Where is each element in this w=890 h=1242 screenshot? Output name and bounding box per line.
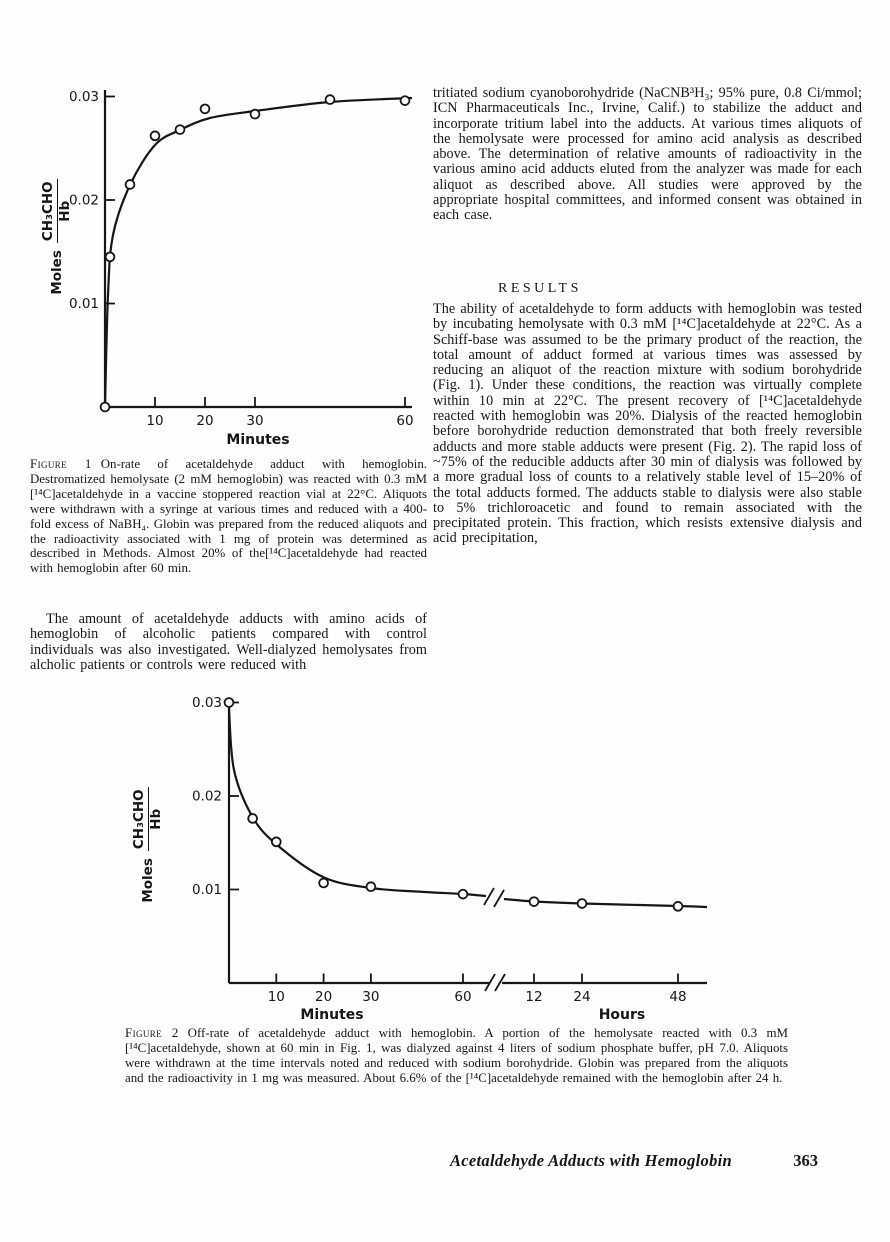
svg-text:12: 12 [525, 989, 543, 1005]
alcoholic-patients-paragraph: The amount of acetaldehyde adducts with amino acids of hemoglobin of alcoholic patients compared with control individuals was also investigated. Well-dialyzed hemolysates from alcholic patients or controls were reduced with [30, 611, 427, 673]
methods-paragraph: tritiated sodium cyanoborohydride (NaCNB³H₃; 95% pure, 0.8 Ci/mmol; ICN Pharmaceuticals Inc., Irvine, Calif.) to stabilize the adduct and incorporate tritium label into the adducts. At various times aliquots of the hemolysate were processed for amino acid analysis as described above. The determination of relative amounts of radioactivity in the various amino acid adducts eluted from the analyzer was made for each aliquot as described above. All studies were approved by the appropriate hospital committees, and informed consent was obtained in each case. [433, 85, 862, 224]
svg-text:Minutes: Minutes [226, 432, 290, 448]
y-axis-label-prefix: Moles [140, 858, 156, 903]
results-paragraph: The ability of acetaldehyde to form adducts with hemoglobin was tested by incubating hemolysate with 0.3 mM [¹⁴C]acetaldehyde at 22°C. As a Schiff-base was assumed to be the primary product of the reaction, the total amount of adduct formed at various times was assessed by reducing an aliquot of the reaction mixture with sodium borohydride (Fig. 1). Under these conditions, the reaction was virtually complete within 10 min at 22°C. The present recovery of [¹⁴C]acetaldehyde reacted with hemoglobin was 20%. Dialysis of the reacted hemoglobin before borohydride reduction demonstrated that both freely reversible adducts and more stable adducts were present (Fig. 2). The rapid loss of ~75% of the reducible adducts after 30 min of dialysis was followed by a more gradual loss of counts to a relatively stable level of 15–20% of the total adducts formed. The adducts stable to dialysis were also stable to 5% trichloroacetic and found to remain associated with the precipitated protein. This fraction, which resists extensive dialysis and acid precipitation, [433, 301, 862, 547]
page-number: 363 [793, 1151, 818, 1170]
figure-1-chart [40, 85, 425, 450]
svg-text:Minutes: Minutes [300, 1007, 364, 1023]
svg-text:48: 48 [669, 989, 687, 1005]
svg-text:20: 20 [196, 413, 214, 429]
y-axis-label-fraction [41, 179, 73, 243]
figure-2-caption-text: Off-rate of acetaldehyde adduct with hemoglobin. A portion of the hemolysate reacted with 0.3 mM [¹⁴C]acetaldehyde, shown at 60 min in Fig. 1, was dialyzed against 4 liters of sodium phosphate buffer, pH 7.0. Aliquots were withdrawn at the time intervals noted and reduced with sodium borohydride. Globin was prepared from the aliquots and the radioactivity in 1 mg was measured. About 6.6% of the [¹⁴C]acetaldehyde remained with the hemoglobin after 24 h. [125, 1026, 788, 1085]
svg-text:0.03: 0.03 [68, 89, 99, 105]
svg-text:0.01: 0.01 [191, 882, 222, 898]
fraction-denominator: Hb [57, 200, 73, 222]
svg-text:30: 30 [362, 989, 380, 1005]
y-axis-label-prefix: Moles [49, 250, 65, 295]
svg-text:30: 30 [246, 413, 264, 429]
svg-text:10: 10 [146, 413, 164, 429]
svg-text:60: 60 [396, 413, 414, 429]
figure-2-chart [125, 695, 725, 1025]
fraction-denominator: Hb [148, 808, 164, 830]
figure-1-caption [30, 457, 427, 576]
results-heading: RESULTS [498, 281, 582, 296]
figure-2 [125, 695, 725, 1025]
figure-1-caption-text: On-rate of acetaldehyde adduct with hemoglobin. Destromatized hemolysate (2 mM hemoglobin) was reacted with 0.3 mM [¹⁴C]acetaldehyde in a vaccine stoppered reaction vial at 22°C. Aliquots were withdrawn with a syringe at various times and reduced with a 400-fold excess of NaBH₄. Globin was prepared from the reduced aliquots and the radioactivity associated with 1 mg of protein was determined as described in Methods. Almost 20% of the[¹⁴C]acetaldehyde had reacted with hemoglobin after 60 min. [30, 457, 427, 576]
fraction-numerator: CH₃CHO [40, 181, 57, 242]
figure-1-y-axis-label [35, 162, 79, 312]
svg-text:Hours: Hours [598, 1007, 646, 1023]
page-footer [450, 1151, 818, 1171]
fraction-numerator: CH₃CHO [131, 789, 148, 850]
running-title: Acetaldehyde Adducts with Hemoglobin [450, 1151, 732, 1170]
figure-1-caption-label: Figure 1 [30, 457, 92, 471]
y-axis-label-fraction [132, 787, 164, 851]
svg-text:0.03: 0.03 [191, 695, 222, 711]
figure-2-y-axis-label [126, 770, 170, 920]
svg-text:60: 60 [454, 989, 472, 1005]
svg-text:20: 20 [315, 989, 333, 1005]
svg-text:0.02: 0.02 [191, 788, 222, 805]
figure-2-caption-label: Figure 2 [125, 1026, 179, 1040]
svg-text:0.02: 0.02 [68, 192, 99, 209]
figure-2-caption [125, 1026, 788, 1086]
svg-text:24: 24 [573, 989, 591, 1005]
svg-text:0.01: 0.01 [68, 296, 99, 312]
figure-1 [40, 85, 425, 450]
svg-text:10: 10 [267, 989, 285, 1005]
